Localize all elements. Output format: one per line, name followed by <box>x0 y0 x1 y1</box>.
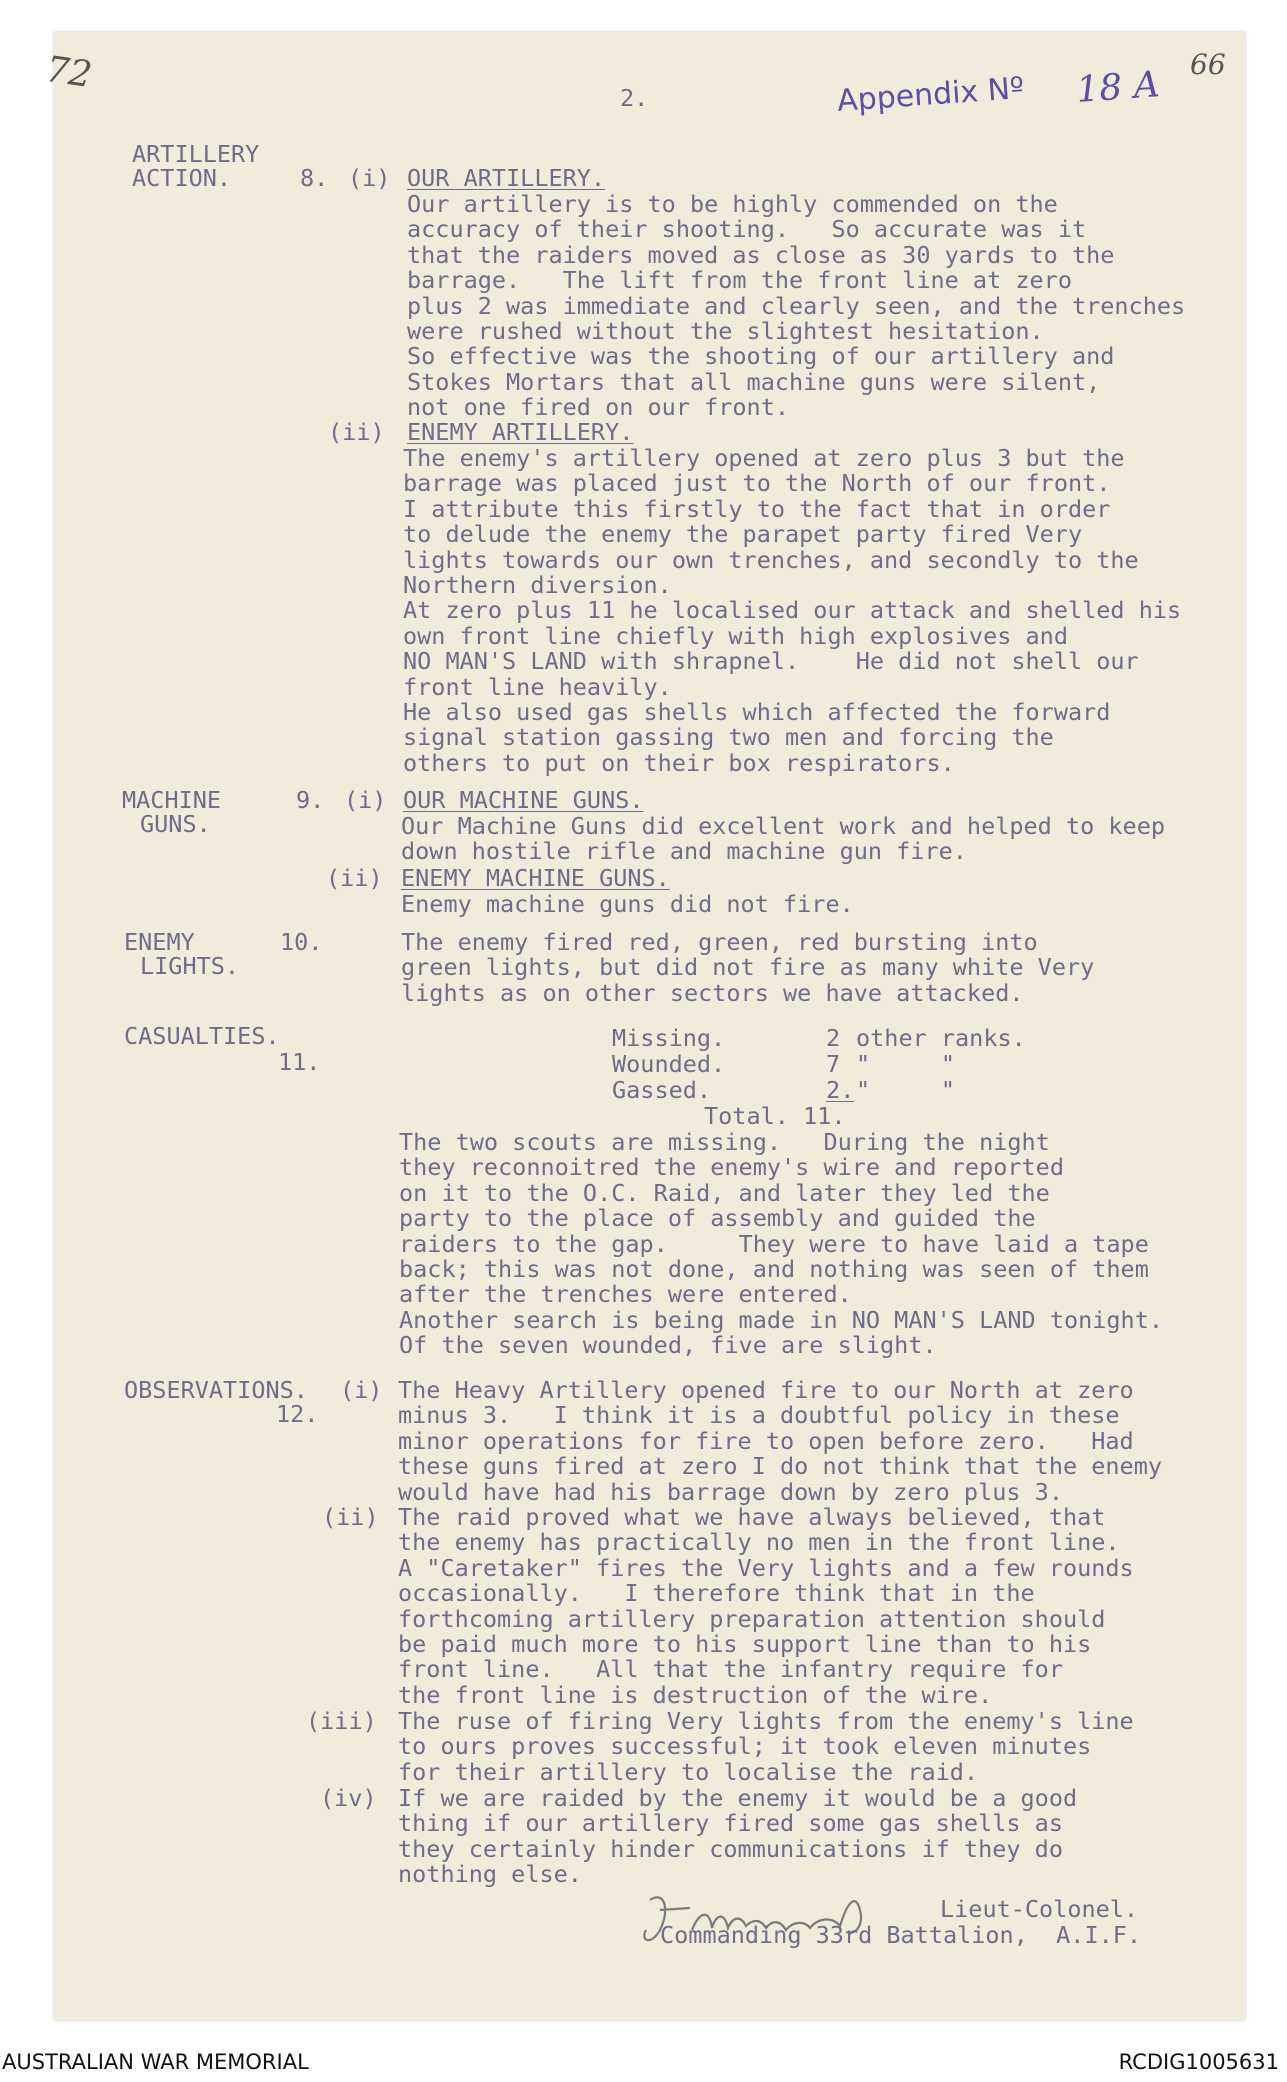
text-line: So effective was the shooting of our artillery and <box>407 342 1115 371</box>
section-12-sub-ii: (ii) <box>322 1503 379 1531</box>
signature-command: Commanding 33rd Battalion, A.I.F. <box>660 1921 1142 1949</box>
section-9-sub-i: (i) <box>344 786 387 814</box>
appendix-stamp-number: 18 A <box>1075 64 1161 111</box>
section-9-i-body <box>401 814 1165 865</box>
text-line: to ours proves successful; it took eleven minutes <box>398 1732 1092 1761</box>
section-9-ii-title: ENEMY MACHINE GUNS. <box>401 864 670 892</box>
text-line: The ruse of firing Very lights from the enemy's line <box>398 1707 1134 1735</box>
section-8-heading-line1: ARTILLERY <box>132 140 260 168</box>
text-line: not one fired on our front. <box>407 393 790 422</box>
casualty-label: Missing. <box>612 1024 726 1052</box>
text-line: Our Machine Guns did excellent work and helped to keep <box>401 812 1166 840</box>
section-11-number: 11. <box>278 1048 321 1076</box>
section-12-heading: OBSERVATIONS. <box>124 1376 308 1404</box>
text-line: minor operations for fire to open before zero. Had <box>398 1426 1134 1455</box>
section-12-number: 12. <box>276 1400 319 1428</box>
casualty-unit: other ranks. <box>856 1024 1026 1052</box>
section-9-sub-ii: (ii) <box>326 864 383 892</box>
text-line: plus 2 was immediate and clearly seen, and the trenches <box>407 291 1186 320</box>
margin-number-right: 66 <box>1190 48 1226 81</box>
footer-record-id: RCDIG1005631 <box>1118 2050 1279 2074</box>
text-line: The raid proved what we have always believed, that <box>398 1503 1106 1531</box>
text-line: lights as on other sectors we have attacked. <box>401 978 1024 1007</box>
section-9-heading-line2: GUNS. <box>140 810 211 838</box>
section-12-i-body <box>398 1378 1162 1505</box>
text-line: Of the seven wounded, five are slight. <box>399 1331 937 1360</box>
text-line: minus 3. I think it is a doubtful policy in these <box>398 1401 1120 1430</box>
casualty-label: Gassed. <box>612 1076 712 1104</box>
text-line: were rushed without the slightest hesitation. <box>407 317 1044 346</box>
text-line: be paid much more to his support line than to his <box>398 1630 1092 1659</box>
text-line: back; this was not done, and nothing was seen of them <box>399 1255 1149 1284</box>
section-8-i-title: OUR ARTILLERY. <box>407 164 606 192</box>
text-line: nothing else. <box>398 1860 582 1889</box>
text-line: others to put on their box respirators. <box>403 748 955 777</box>
text-line: The enemy's artillery opened at zero plus 3 but the <box>403 444 1125 472</box>
section-9-ii-body: Enemy machine guns did not fire. <box>401 890 854 918</box>
casualty-count: 2 <box>826 1024 841 1052</box>
text-line: they reconnoitred the enemy's wire and reported <box>399 1153 1064 1182</box>
margin-number-left: 72 <box>43 49 95 96</box>
text-line: that the raiders moved as close as 30 yards to the <box>407 240 1115 269</box>
text-line: barrage was placed just to the North of our front. <box>403 469 1111 498</box>
text-line: Northern diversion. <box>403 571 672 600</box>
section-12-sub-iv: (iv) <box>320 1784 377 1812</box>
text-line: they certainly hinder communications if they do <box>398 1834 1063 1863</box>
section-9-heading-line1: MACHINE <box>122 786 222 814</box>
text-line: to delude the enemy the parapet party fired Very <box>403 520 1083 549</box>
text-line: front line. All that the infantry require for <box>398 1655 1063 1684</box>
casualty-total: Total. 11. <box>704 1102 846 1130</box>
casualty-count: 2. <box>826 1076 855 1104</box>
appendix-stamp-label: Appendix Nº <box>836 70 1026 119</box>
text-line: Another search is being made in NO MAN'S LAND tonight. <box>399 1305 1164 1334</box>
text-line: down hostile rifle and machine gun fire. <box>401 837 967 866</box>
text-line: I attribute this firstly to the fact that in order <box>403 494 1111 523</box>
text-line: The two scouts are missing. During the night <box>399 1128 1050 1156</box>
section-11-heading: CASUALTIES. <box>124 1022 280 1050</box>
text-line: barrage. The lift from the front line at zero <box>407 266 1072 295</box>
section-10-heading-line2: LIGHTS. <box>140 952 240 980</box>
text-line: signal station gassing two men and forcing the <box>403 723 1054 752</box>
section-12-ii-body <box>398 1505 1134 1708</box>
text-line: raiders to the gap. They were to have laid a tape <box>399 1229 1149 1258</box>
section-10-number: 10. <box>280 928 323 956</box>
text-line: would have had his barrage down by zero plus 3. <box>398 1477 1063 1506</box>
section-8-sub-i: (i) <box>348 164 391 192</box>
text-line: after the trenches were entered. <box>399 1280 852 1309</box>
section-12-iv-body <box>398 1786 1077 1888</box>
text-line: the front line is destruction of the wire. <box>398 1680 993 1709</box>
section-9-number: 9. <box>296 786 325 814</box>
text-line: If we are raided by the enemy it would be a good <box>398 1784 1078 1812</box>
text-line: these guns fired at zero I do not think that the enemy <box>398 1452 1163 1481</box>
text-line: He also used gas shells which affected the forward <box>403 698 1111 727</box>
section-8-number: 8. <box>300 164 329 192</box>
text-line: own front line chiefly with high explosives and <box>403 621 1068 650</box>
text-line: The Heavy Artillery opened fire to our North at zero <box>398 1376 1134 1404</box>
text-line: the enemy has practically no men in the front line. <box>398 1528 1120 1557</box>
section-8-ii-title: ENEMY ARTILLERY. <box>407 418 634 446</box>
text-line: green lights, but did not fire as many white Very <box>401 953 1095 982</box>
casualty-unit: " " <box>856 1050 956 1078</box>
casualty-unit: " " <box>856 1076 956 1104</box>
footer-archive-name: AUSTRALIAN WAR MEMORIAL <box>2 2050 309 2074</box>
section-8-ii-body <box>403 446 1181 776</box>
page-number: 2. <box>620 84 649 112</box>
section-10-heading-line1: ENEMY <box>124 928 195 956</box>
text-line: At zero plus 11 he localised our attack and shelled his <box>403 596 1182 625</box>
casualty-count: 7 <box>826 1050 841 1078</box>
text-line: thing if our artillery fired some gas shells as <box>398 1809 1063 1838</box>
section-8-sub-ii: (ii) <box>328 418 385 446</box>
text-line: Stokes Mortars that all machine guns were silent, <box>407 367 1101 396</box>
text-line: The enemy fired red, green, red bursting into <box>401 928 1038 956</box>
text-line: lights towards our own trenches, and secondly to the <box>403 545 1139 574</box>
text-line: for their artillery to localise the raid. <box>398 1757 979 1786</box>
text-line: on it to the O.C. Raid, and later they led the <box>399 1178 1050 1207</box>
text-line: NO MAN'S LAND with shrapnel. He did not shell our <box>403 647 1139 676</box>
signature-rank: Lieut-Colonel. <box>940 1895 1139 1923</box>
section-11-body <box>399 1130 1163 1359</box>
section-12-sub-i: (i) <box>340 1376 383 1404</box>
text-line: A "Caretaker" fires the Very lights and a few rounds <box>398 1553 1134 1582</box>
text-line: Our artillery is to be highly commended on the <box>407 190 1058 218</box>
section-10-body <box>401 930 1094 1006</box>
text-line: forthcoming artillery preparation attention should <box>398 1604 1106 1633</box>
section-12-sub-iii: (iii) <box>306 1707 377 1735</box>
text-line: accuracy of their shooting. So accurate was it <box>407 215 1087 244</box>
text-line: party to the place of assembly and guided the <box>399 1204 1036 1233</box>
section-12-iii-body <box>398 1709 1134 1785</box>
section-9-i-title: OUR MACHINE GUNS. <box>403 786 644 814</box>
section-8-heading-line2: ACTION. <box>132 164 232 192</box>
casualty-label: Wounded. <box>612 1050 726 1078</box>
section-8-i-body <box>407 192 1185 421</box>
text-line: front line heavily. <box>403 672 672 701</box>
text-line: occasionally. I therefore think that in the <box>398 1579 1035 1608</box>
